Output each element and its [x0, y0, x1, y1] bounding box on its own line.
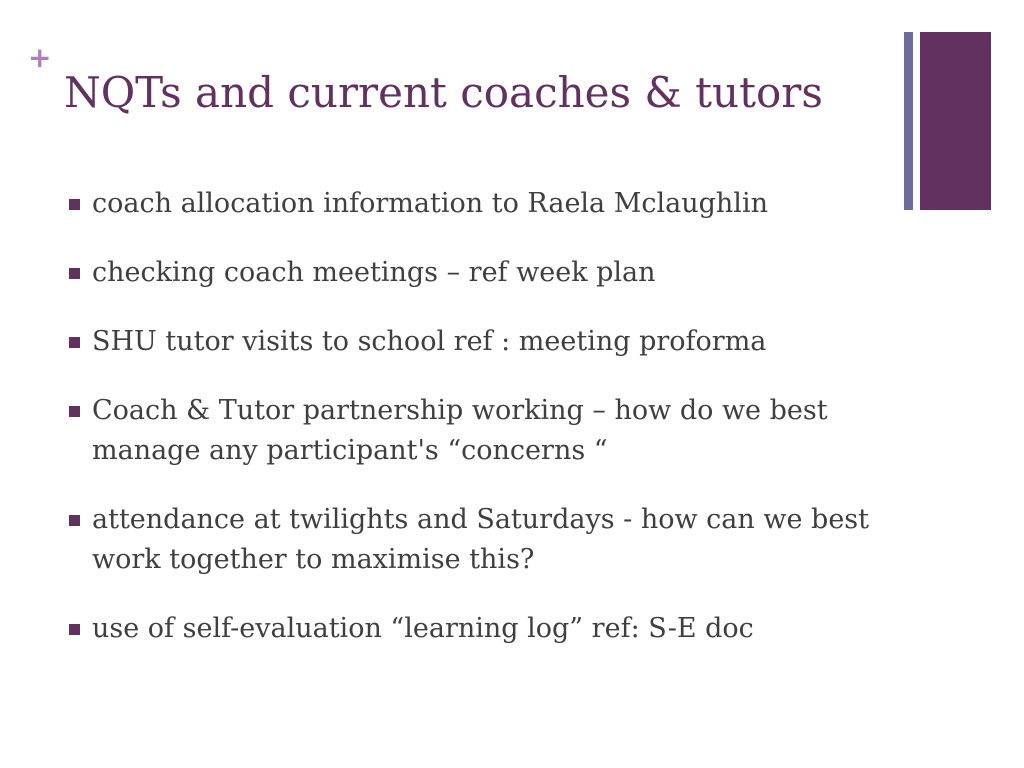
square-bullet-icon: [69, 199, 80, 210]
square-bullet-icon: [69, 624, 80, 635]
square-bullet-icon: [69, 406, 80, 417]
square-bullet-icon: [69, 515, 80, 526]
list-item: [68, 391, 908, 471]
list-item: [68, 322, 908, 362]
list-item: [68, 184, 908, 224]
bullet-text: attendance at twilights and Saturdays - how can we best work together to maximise this?: [92, 504, 870, 575]
bullet-list: [68, 184, 908, 678]
bullet-text: checking coach meetings – ref week plan: [92, 257, 656, 288]
bullet-text: use of self-evaluation “learning log” ref: S-E doc: [92, 613, 754, 644]
square-bullet-icon: [69, 268, 80, 279]
bullet-text: SHU tutor visits to school ref : meeting proforma: [92, 326, 767, 357]
plus-icon: +: [28, 41, 52, 74]
bullet-text: Coach & Tutor partnership working – how do we best manage any participant's “concerns “: [92, 395, 828, 466]
slide-title: NQTs and current coaches & tutors: [64, 68, 823, 117]
decorative-bar-wide: [920, 32, 991, 210]
square-bullet-icon: [69, 337, 80, 348]
bullet-text: coach allocation information to Raela Mclaughlin: [92, 188, 768, 219]
list-item: [68, 609, 908, 649]
list-item: [68, 253, 908, 293]
list-item: [68, 500, 908, 580]
